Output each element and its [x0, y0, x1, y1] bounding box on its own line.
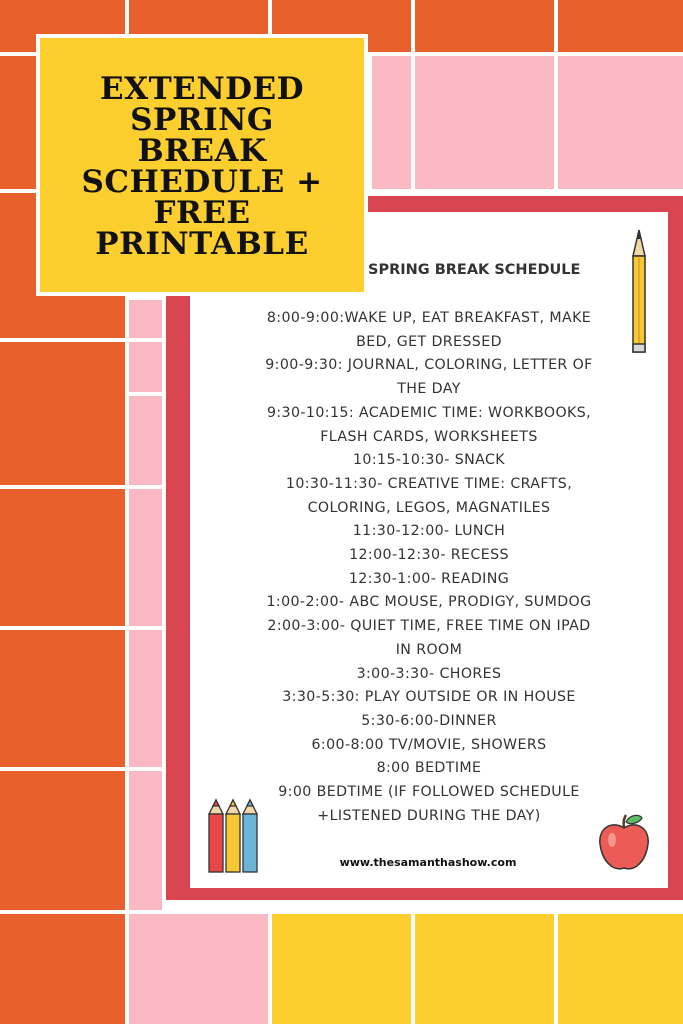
bg-tile — [129, 489, 162, 626]
schedule-line: 9:00-9:30: JOURNAL, COLORING, LETTER OF — [265, 357, 593, 374]
bg-tile — [0, 914, 125, 1024]
bg-tile — [372, 56, 411, 189]
schedule-line: 8:00 BEDTIME — [376, 760, 482, 777]
bg-tile — [129, 396, 162, 485]
bg-tile — [129, 342, 162, 392]
website-url: www.thesamanthashow.com — [339, 856, 517, 869]
schedule-line: BED, GET DRESSED — [356, 333, 502, 350]
schedule-line: FLASH CARDS, WORKSHEETS — [320, 428, 538, 445]
page-title: EXTENDED SPRING BREAK SCHEDULE + FREE PRINTABLE — [81, 71, 323, 262]
schedule-line: 9:00 BEDTIME (IF FOLLOWED SCHEDULE — [278, 784, 580, 801]
bg-tile — [0, 630, 125, 767]
bg-tile — [415, 914, 554, 1024]
bg-tile — [415, 56, 554, 189]
bg-tile — [558, 56, 683, 189]
bg-tile — [129, 630, 162, 767]
bg-tile — [0, 342, 125, 485]
schedule-heading: SPRING BREAK SCHEDULE — [368, 262, 581, 278]
schedule-line: 9:30-10:15: ACADEMIC TIME: WORKBOOKS, — [266, 404, 592, 421]
bg-tile — [558, 914, 683, 1024]
schedule-line: COLORING, LEGOS, MAGNATILES — [307, 499, 551, 516]
bg-tile — [0, 489, 125, 626]
schedule-line: 2:00-3:00- QUIET TIME, FREE TIME ON IPAD — [267, 618, 591, 635]
schedule-line: 6:00-8:00 TV/MOVIE, SHOWERS — [311, 736, 547, 753]
schedule-line: 8:00-9:00:WAKE UP, EAT BREAKFAST, MAKE — [266, 310, 592, 326]
bg-tile — [129, 300, 162, 338]
schedule-list — [236, 307, 622, 828]
bg-tile — [558, 0, 683, 52]
schedule-line: 1:00-2:00- ABC MOUSE, PRODIGY, SUMDOG — [266, 594, 592, 611]
pencil-icon — [626, 226, 652, 360]
schedule-line: 11:30-12:00- LUNCH — [352, 523, 506, 540]
schedule-line: +LISTENED DURING THE DAY) — [317, 807, 541, 824]
schedule-line: 12:00-12:30- RECESS — [349, 547, 509, 564]
title-card — [36, 34, 368, 296]
schedule-line: 5:30-6:00-DINNER — [361, 712, 497, 729]
colored-pencils-icon — [205, 796, 261, 876]
apple-icon — [594, 812, 654, 874]
schedule-line: 12:30-1:00- READING — [348, 570, 510, 587]
bg-tile — [129, 914, 268, 1024]
bg-tile — [415, 0, 554, 52]
schedule-line: THE DAY — [397, 381, 461, 398]
schedule-line: 3:30-5:30: PLAY OUTSIDE OR IN HOUSE — [282, 689, 576, 706]
schedule-line: 10:15-10:30- SNACK — [352, 452, 505, 469]
bg-tile — [0, 771, 125, 910]
bg-tile — [129, 771, 162, 910]
bg-tile — [272, 914, 411, 1024]
schedule-line: 10:30-11:30- CREATIVE TIME: CRAFTS, — [285, 475, 573, 492]
schedule-line: IN ROOM — [395, 641, 463, 658]
schedule-line: 3:00-3:30- CHORES — [356, 665, 502, 682]
